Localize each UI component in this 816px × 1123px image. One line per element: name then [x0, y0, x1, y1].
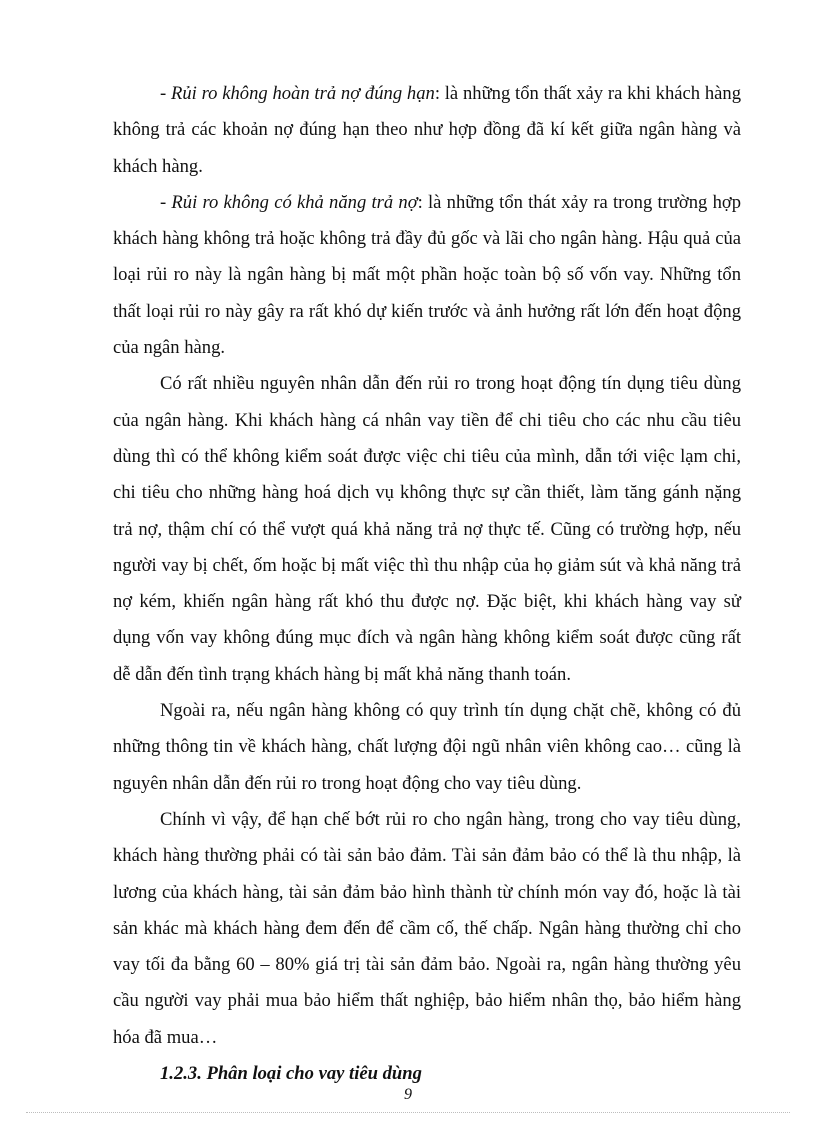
paragraph-other-causes: Ngoài ra, nếu ngân hàng không có quy trình tín dụng chặt chẽ, không có đủ những thông tin về khách hàng, chất lượng đội ngũ nhân viên không cao… cũng là nguyên nhân dẫn đến rủi ro trong hoạt động cho vay tiêu dùng. — [113, 700, 741, 794]
section-heading: 1.2.3. Phân loại cho vay tiêu dùng — [160, 1063, 422, 1085]
paragraph-dash: - — [160, 191, 172, 213]
paragraph-risk-unable-to-pay — [113, 185, 741, 366]
paragraph-causes: Có rất nhiều nguyên nhân dẫn đến rủi ro trong hoạt động tín dụng tiêu dùng của ngân hàng. Khi khách hàng cá nhân vay tiền để chi tiêu cho các nhu cầu tiêu dùng thì có thể không kiểm soát được việc chi tiêu của mình, dẫn tới việc lạm chi, chi tiêu cho những hàng hoá dịch vụ không thực sự cần thiết, làm tăng gánh nặng trả nợ, thậm chí có thể vượt quá khả năng trả nợ thực tế. Cũng có trường hợp, nếu người vay bị chết, ốm hoặc bị mất việc thì thu nhập của họ giảm sút và khả năng trả nợ kém, khiến ngân hàng rất khó thu được nợ. Đặc biệt, khi khách hàng vay sử dụng vốn vay không đúng mục đích và ngân hàng không kiểm soát được cũng rất dễ dẫn đến tình trạng khách hàng bị mất khả năng thanh toán. — [113, 373, 741, 685]
paragraph-risk-not-on-time — [113, 76, 741, 185]
term-risk-not-on-time: Rủi ro không hoàn trả nợ đúng hạn — [170, 83, 435, 104]
paragraph-dash: - — [160, 83, 171, 104]
footer-divider — [26, 1112, 790, 1113]
page-number: 9 — [404, 1086, 412, 1103]
paragraph-text: : là những tổn thát xảy ra trong trường hợp khách hàng không trả hoặc không trả đầy đủ gốc và lãi cho ngân hàng. Hậu quả của loại rủi ro này là ngân hàng bị mất một phần hoặc toàn bộ số vốn vay. Những tổn thất loại rủi ro này gây ra rất khó dự kiến trước và ảnh hưởng rất lớn đến hoạt động của ngân hàng. — [113, 191, 741, 359]
page-body — [113, 76, 741, 1092]
paragraph-collateral: Chính vì vậy, để hạn chế bớt rủi ro cho ngân hàng, trong cho vay tiêu dùng, khách hàng thường phải có tài sản bảo đảm. Tài sản đảm bảo có thể là thu nhập, là lương của khách hàng, tài sản đảm bảo hình thành từ chính món vay đó, hoặc là tài sản khác mà khách hàng đem đến để cầm cố, thế chấp. Ngân hàng thường chỉ cho vay tối đa bằng 60 – 80% giá trị tài sản đảm bảo. Ngoài ra, ngân hàng thường yêu cầu người vay phải mua bảo hiểm thất nghiệp, bảo hiểm nhân thọ, bảo hiểm hàng hóa đã mua… — [113, 808, 741, 1048]
paragraph-text: : là những tổn thất xảy ra khi khách hàng không trả các khoản nợ đúng hạn theo như hợp đồng đã kí kết giữa ngân hàng và khách hàng. — [113, 83, 742, 177]
term-risk-unable-to-pay: Rủi ro không có khả năng trả nợ — [171, 191, 418, 213]
